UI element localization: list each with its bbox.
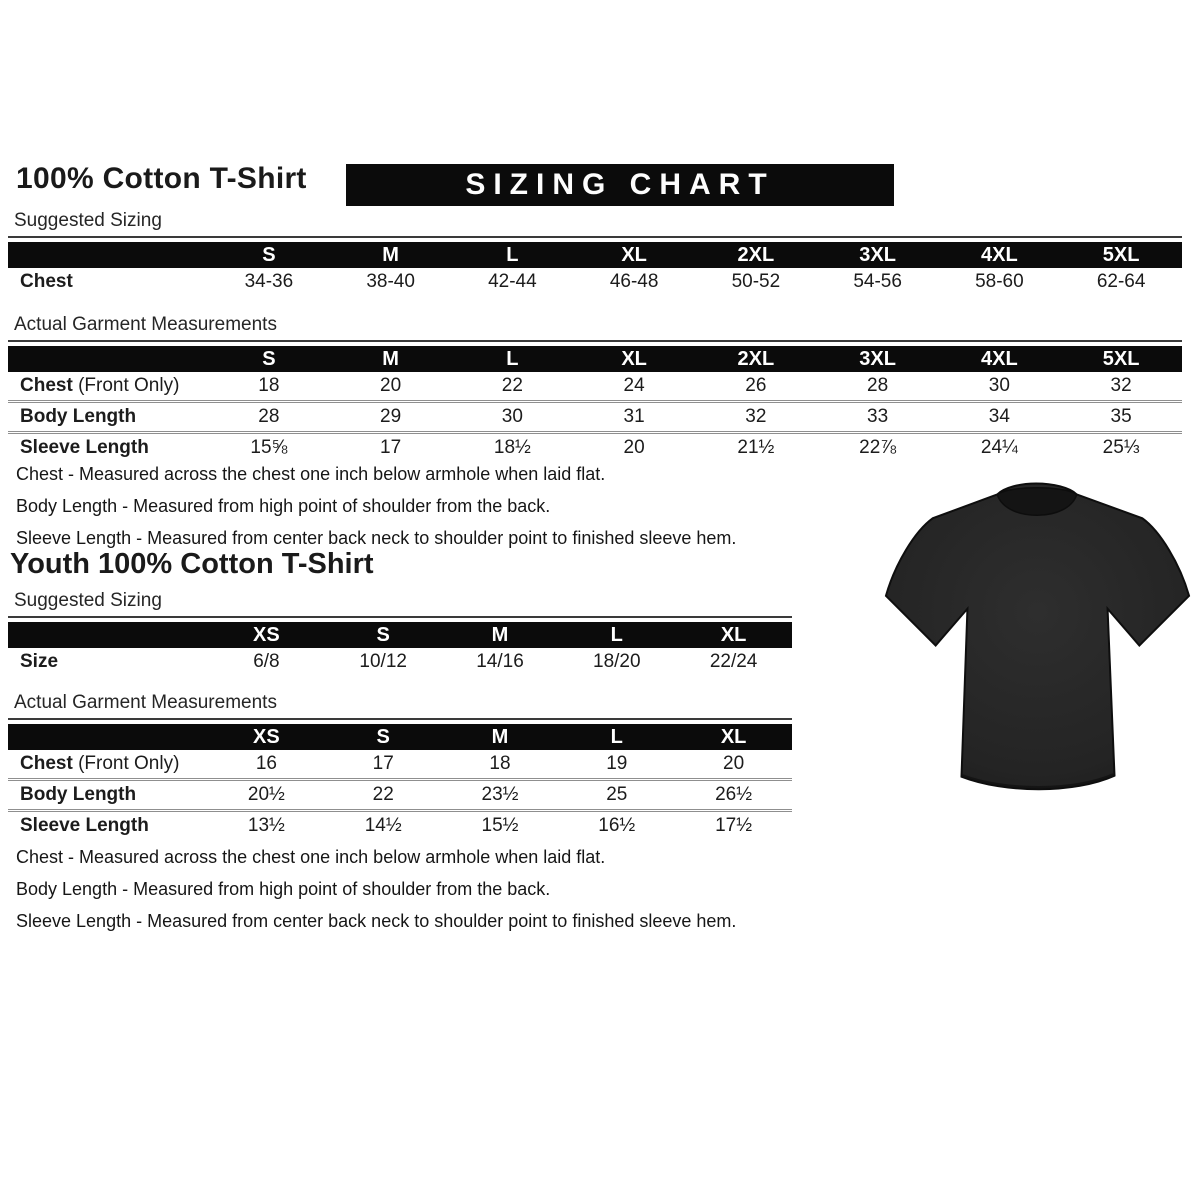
measurement-cell: 21½ xyxy=(695,433,817,463)
measurement-cell: 35 xyxy=(1060,402,1182,433)
measurement-cell: 38-40 xyxy=(366,271,415,292)
size-column-header: L xyxy=(558,622,675,648)
youth-note-body-length: Body Length - Measured from high point of shoulder from the back. xyxy=(16,879,551,899)
measurement-cell: 6/8 xyxy=(253,651,280,672)
size-column-header: L xyxy=(558,724,675,750)
measurement-cell: 17 xyxy=(330,433,452,463)
measurement-row xyxy=(8,268,1182,296)
black-tshirt-image xyxy=(878,476,1196,812)
adult-suggested-sizing-section xyxy=(8,210,1182,296)
size-header-spacer xyxy=(8,724,208,750)
measurement-row xyxy=(8,372,1182,402)
measurement-cell: 22 xyxy=(501,375,523,396)
measurement-cell: 16½ xyxy=(558,811,675,841)
adult-suggested-sizing-label: Suggested Sizing xyxy=(8,210,1182,238)
adult-note-body-length: Body Length - Measured from high point of shoulder from the back. xyxy=(16,496,551,516)
size-column-header: XS xyxy=(208,622,325,648)
size-column-header: S xyxy=(208,242,330,268)
youth-note-chest: Chest - Measured across the chest one inch below armhole when laid flat. xyxy=(16,847,606,867)
youth-garment-measurements-table xyxy=(8,724,792,840)
measurement-row-label: Body Length xyxy=(8,402,208,433)
size-column-header: S xyxy=(325,724,442,750)
measurement-cell: 46-48 xyxy=(609,271,659,292)
measurement-cell: 30 xyxy=(988,375,1010,396)
size-column-header: XL xyxy=(675,724,792,750)
size-column-header: XL xyxy=(675,622,792,648)
measurement-cell: 18 xyxy=(258,375,280,396)
measurement-cell: 14½ xyxy=(325,811,442,841)
measurement-cell: 22 xyxy=(325,780,442,811)
measurement-row xyxy=(8,750,792,780)
size-header-spacer xyxy=(8,622,208,648)
adult-garment-measurements-table xyxy=(8,346,1182,462)
size-column-header: L xyxy=(452,346,574,372)
measurement-cell: 25 xyxy=(558,780,675,811)
measurement-cell: 18½ xyxy=(452,433,574,463)
measurement-cell: 15⅝ xyxy=(208,433,330,463)
adult-note-chest: Chest - Measured across the chest one inch below armhole when laid flat. xyxy=(16,464,606,484)
measurement-row-label: Size xyxy=(20,651,59,672)
adult-note-sleeve-length: Sleeve Length - Measured from center back neck to shoulder point to finished sleeve hem. xyxy=(16,528,737,548)
measurement-cell: 17½ xyxy=(675,811,792,841)
tshirt-body xyxy=(886,484,1189,790)
measurement-cell: 16 xyxy=(255,753,277,774)
measurement-cell: 19 xyxy=(606,753,628,774)
measurement-cell: 29 xyxy=(330,402,452,433)
size-column-header: 3XL xyxy=(817,242,939,268)
size-column-header: 3XL xyxy=(817,346,939,372)
measurement-cell: 22/24 xyxy=(709,651,758,672)
size-column-header: 2XL xyxy=(695,242,817,268)
measurement-row-label: Chest (Front Only) xyxy=(20,375,180,396)
sizing-chart-banner-text: SIZING CHART xyxy=(465,168,775,201)
measurement-cell: 34 xyxy=(939,402,1061,433)
page-title: 100% Cotton T-Shirt xyxy=(16,162,307,195)
measurement-cell: 26½ xyxy=(675,780,792,811)
measurement-cell: 15½ xyxy=(442,811,559,841)
size-header-spacer xyxy=(8,346,208,372)
adult-measurement-notes xyxy=(16,458,736,554)
measurement-cell: 34-36 xyxy=(244,271,294,292)
measurement-cell: 42-44 xyxy=(488,271,537,292)
measurement-cell: 30 xyxy=(452,402,574,433)
measurement-cell: 18 xyxy=(489,753,511,774)
size-column-header: L xyxy=(452,242,574,268)
youth-garment-measurements-section xyxy=(8,692,792,840)
size-column-header: 4XL xyxy=(939,242,1061,268)
measurement-cell: 24 xyxy=(623,375,645,396)
size-column-header: 5XL xyxy=(1060,346,1182,372)
youth-garment-measurements-label: Actual Garment Measurements xyxy=(8,692,792,720)
size-column-header: M xyxy=(442,724,559,750)
measurement-cell: 28 xyxy=(867,375,889,396)
measurement-cell: 32 xyxy=(1110,375,1132,396)
size-header-row xyxy=(8,346,1182,372)
measurement-cell: 20½ xyxy=(208,780,325,811)
size-column-header: 2XL xyxy=(695,346,817,372)
measurement-cell: 26 xyxy=(745,375,767,396)
measurement-row-label: Body Length xyxy=(8,780,208,811)
youth-page-title: Youth 100% Cotton T-Shirt xyxy=(10,548,374,580)
measurement-row xyxy=(8,780,792,811)
measurement-cell: 54-56 xyxy=(853,271,902,292)
measurement-cell: 24¼ xyxy=(939,433,1061,463)
measurement-cell: 50-52 xyxy=(731,271,781,292)
size-column-header: M xyxy=(442,622,559,648)
measurement-row xyxy=(8,648,792,676)
adult-suggested-sizing-table xyxy=(8,242,1182,296)
measurement-cell: 13½ xyxy=(208,811,325,841)
sizing-chart-banner xyxy=(346,164,894,206)
size-column-header: S xyxy=(208,346,330,372)
measurement-cell: 20 xyxy=(380,375,402,396)
youth-note-sleeve-length: Sleeve Length - Measured from center back neck to shoulder point to finished sleeve hem. xyxy=(16,911,737,931)
measurement-cell: 58-60 xyxy=(975,271,1024,292)
size-column-header: XS xyxy=(208,724,325,750)
measurement-row-label: Sleeve Length xyxy=(8,433,208,463)
youth-suggested-sizing-section xyxy=(8,590,792,676)
measurement-cell: 10/12 xyxy=(359,651,407,672)
measurement-cell: 28 xyxy=(208,402,330,433)
measurement-cell: 20 xyxy=(723,753,745,774)
measurement-row-label: Sleeve Length xyxy=(8,811,208,841)
measurement-row xyxy=(8,402,1182,433)
size-column-header: XL xyxy=(573,346,695,372)
measurement-cell: 33 xyxy=(817,402,939,433)
measurement-cell: 23½ xyxy=(442,780,559,811)
youth-measurement-notes xyxy=(16,841,736,937)
size-column-header: M xyxy=(330,242,452,268)
measurement-row-label: Chest xyxy=(20,271,73,292)
youth-suggested-sizing-table xyxy=(8,622,792,676)
size-column-header: 5XL xyxy=(1060,242,1182,268)
size-column-header: S xyxy=(325,622,442,648)
size-header-row xyxy=(8,242,1182,268)
measurement-cell: 20 xyxy=(573,433,695,463)
measurement-cell: 25⅓ xyxy=(1060,433,1182,463)
size-header-spacer xyxy=(8,242,208,268)
measurement-cell: 17 xyxy=(372,753,394,774)
measurement-cell: 62-64 xyxy=(1096,271,1146,292)
measurement-cell: 32 xyxy=(695,402,817,433)
measurement-cell: 31 xyxy=(573,402,695,433)
measurement-cell: 18/20 xyxy=(593,651,641,672)
size-column-header: 4XL xyxy=(939,346,1061,372)
measurement-row xyxy=(8,811,792,841)
size-column-header: XL xyxy=(573,242,695,268)
measurement-cell: 22⅞ xyxy=(817,433,939,463)
adult-garment-measurements-section xyxy=(8,314,1182,462)
youth-suggested-sizing-label: Suggested Sizing xyxy=(8,590,792,618)
measurement-row-label: Chest (Front Only) xyxy=(20,753,180,774)
size-column-header: M xyxy=(330,346,452,372)
size-header-row xyxy=(8,724,792,750)
adult-garment-measurements-label: Actual Garment Measurements xyxy=(8,314,1182,342)
size-header-row xyxy=(8,622,792,648)
measurement-cell: 14/16 xyxy=(476,651,524,672)
